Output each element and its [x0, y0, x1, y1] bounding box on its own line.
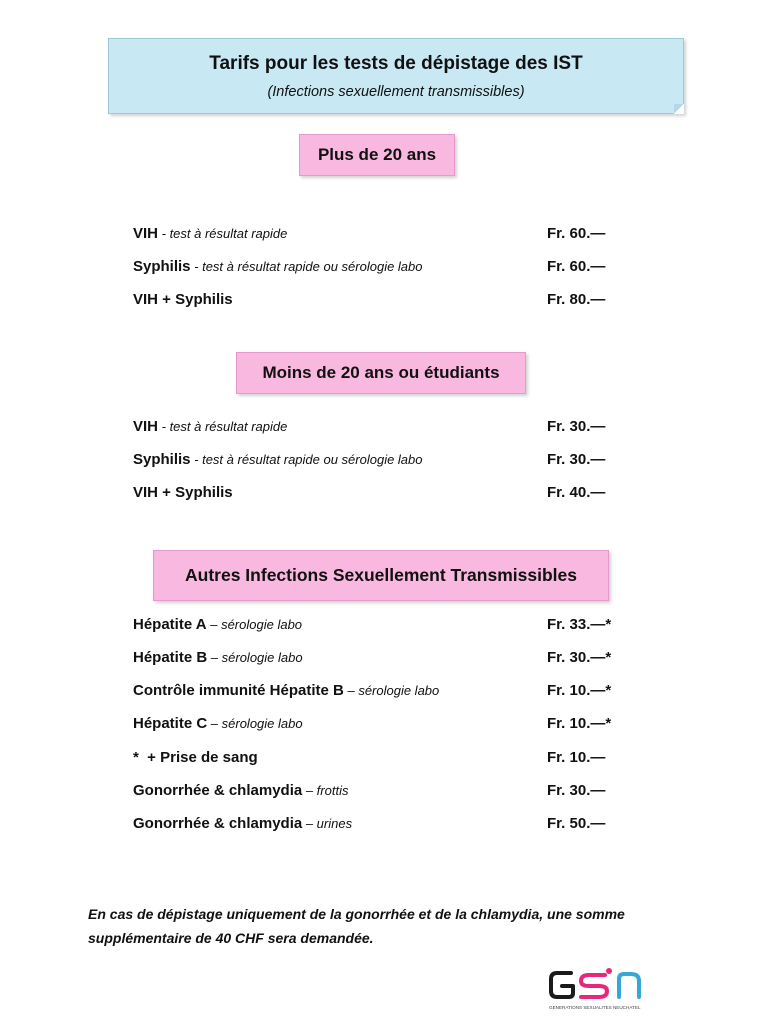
corner-fold: [674, 104, 684, 114]
header-box: [108, 38, 684, 114]
footnote-line-1: En cas de dépistage uniquement de la gonorrhée et de la chlamydia, une somme: [88, 906, 625, 922]
section-heading-under-20: Moins de 20 ans ou étudiants: [236, 352, 526, 394]
test-detail: - test à résultat rapide: [158, 419, 288, 434]
price-row: [133, 815, 633, 837]
test-name: Contrôle immunité Hépatite B – sérologie labo: [133, 682, 440, 699]
test-name: VIH + Syphilis: [133, 484, 233, 501]
test-detail: – sérologie labo: [206, 617, 303, 632]
test-price: Fr. 60.—: [547, 258, 606, 275]
price-row: [133, 749, 633, 771]
test-price: Fr. 30.—: [547, 418, 606, 435]
footnote: [88, 902, 688, 950]
test-name: Hépatite C – sérologie labo: [133, 715, 303, 732]
test-price: Fr. 30.—*: [547, 649, 612, 666]
page-title: Tarifs pour les tests de dépistage des IST: [209, 53, 583, 74]
gsn-logo-graphic: [547, 965, 667, 1013]
price-row: [133, 225, 633, 247]
test-price: Fr. 10.—*: [547, 715, 612, 732]
test-name: * + Prise de sang: [133, 749, 258, 766]
test-detail: – urines: [302, 816, 353, 831]
section-heading-other-sti: Autres Infections Sexuellement Transmissibles: [153, 550, 609, 601]
price-row: [133, 291, 633, 313]
test-name: Hépatite B – sérologie labo: [133, 649, 303, 666]
test-price: Fr. 30.—: [547, 782, 606, 799]
price-row: [133, 649, 633, 671]
price-row: [133, 418, 633, 440]
test-detail: - test à résultat rapide: [158, 226, 288, 241]
test-price: Fr. 33.—*: [547, 616, 612, 633]
test-detail: – sérologie labo: [207, 716, 303, 731]
test-detail: – sérologie labo: [207, 650, 303, 665]
test-price: Fr. 30.—: [547, 451, 606, 468]
test-detail: – sérologie labo: [343, 683, 440, 698]
page-subtitle: (Infections sexuellement transmissibles): [267, 84, 525, 100]
test-price: Fr. 40.—: [547, 484, 606, 501]
test-price: Fr. 10.—*: [547, 682, 612, 699]
test-name: Syphilis - test à résultat rapide ou sérologie labo: [133, 451, 423, 468]
price-row: [133, 484, 633, 506]
test-price: Fr. 10.—: [547, 749, 606, 766]
section-heading-over-20: Plus de 20 ans: [299, 134, 455, 176]
test-name: VIH + Syphilis: [133, 291, 233, 308]
price-row: [133, 782, 633, 804]
price-row: [133, 451, 633, 473]
test-name: Gonorrhée & chlamydia – urines: [133, 815, 353, 832]
test-detail: – frottis: [302, 783, 349, 798]
test-price: Fr. 80.—: [547, 291, 606, 308]
test-detail: - test à résultat rapide ou sérologie labo: [190, 259, 423, 274]
price-row: [133, 715, 633, 737]
gsn-logo: [547, 965, 667, 1013]
svg-text:GENERATIONS SEXUALITES NEU: GENERATIONS SEXUALITES NEUCHATEL: [549, 1005, 641, 1010]
price-row: [133, 682, 633, 704]
test-name: Hépatite A – sérologie labo: [133, 616, 303, 633]
test-name: Syphilis - test à résultat rapide ou sérologie labo: [133, 258, 423, 275]
test-name: Gonorrhée & chlamydia – frottis: [133, 782, 349, 799]
footnote-line-2: supplémentaire de 40 CHF sera demandée.: [88, 930, 374, 946]
test-detail: - test à résultat rapide ou sérologie labo: [190, 452, 423, 467]
price-row: [133, 258, 633, 280]
test-name: VIH - test à résultat rapide: [133, 225, 288, 242]
test-price: Fr. 60.—: [547, 225, 606, 242]
test-price: Fr. 50.—: [547, 815, 606, 832]
price-row: [133, 616, 633, 638]
test-name: VIH - test à résultat rapide: [133, 418, 288, 435]
